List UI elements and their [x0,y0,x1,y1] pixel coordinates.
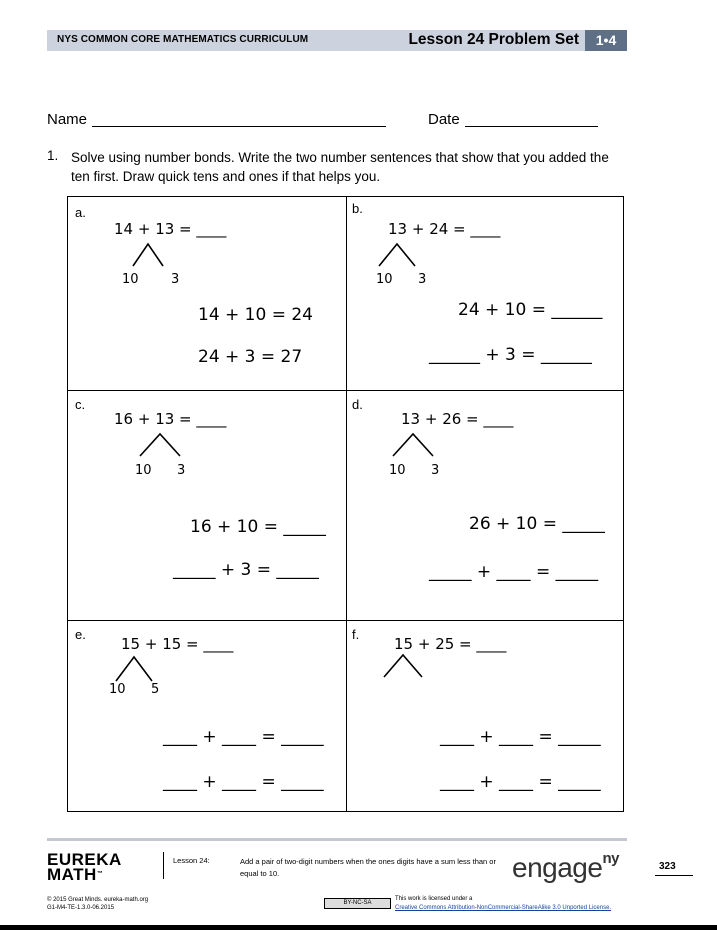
page-number-underline [655,875,693,876]
logo-line-1: EUREKA [47,850,122,869]
problem-c-sentence-1: 16 + 10 = _____ [190,517,326,537]
page-title: Lesson 24 Problem Set [408,31,579,48]
date-field[interactable] [465,126,598,127]
copyright-line-2: G1-M4-TE-1.3.0-06.2015 [47,905,115,911]
problem-d-sentence-2: _____ + ____ = _____ [429,562,599,582]
problem-e-number-bond [116,657,152,681]
grid-divider-vertical [346,196,347,812]
question-text: Solve using number bonds. Write the two number sentences that show that you added the ten first. Draw quick tens and ones if that helps you. [71,150,609,184]
footer-lesson-label: Lesson 24: [173,856,210,865]
problem-d-sentence-1: 26 + 10 = _____ [469,514,605,534]
problem-c-bond-part-ones: 3 [177,463,186,478]
copyright-line-1: © 2015 Great Minds. eureka-math.org [47,897,149,903]
grid-divider-row-2 [67,620,624,621]
problem-b-sentence-1: 24 + 10 = ______ [458,300,603,320]
engageny-logo [512,849,619,884]
footer-rule [47,838,627,841]
problem-e-label: e. [75,627,86,642]
problem-a-bond-part-ones: 3 [171,272,180,287]
problem-e-equation: 15 + 15 = ____ [121,635,234,653]
license-text: This work is licensed under a [395,896,473,902]
ny-text: ny [602,849,619,867]
problem-d-bond-part-ones: 3 [431,463,440,478]
engage-text: engage [512,852,603,883]
name-label: Name [47,111,88,128]
problem-d-number-bond [393,432,433,456]
footer-lesson-description: Add a pair of two-digit numbers when the ones digits have a sum less than or equal to 10. [240,857,496,878]
problem-c-number-bond [140,432,180,456]
problem-a-sentence-2: 24 + 3 = 27 [198,347,303,367]
problem-b-bond-part-ten: 10 [376,272,393,287]
problem-c-label: c. [75,397,86,412]
name-field[interactable] [92,126,386,127]
problem-b-equation: 13 + 24 = ____ [388,220,501,238]
page-bottom-edge [0,925,717,930]
footer-divider [163,852,164,879]
problem-f-sentence-2: ____ + ____ = _____ [440,772,601,792]
logo-line-2: MATH [47,865,97,884]
problem-a-number-bond [133,242,163,266]
license-link[interactable]: Creative Commons Attribution-NonCommercial-ShareAlike 3.0 Unported License. [395,905,612,911]
problem-f-sentence-1: ____ + ____ = _____ [440,727,601,747]
problem-c-sentence-2: _____ + 3 = _____ [173,560,319,580]
problem-d-bond-part-ten: 10 [389,463,406,478]
problem-b-bond-part-ones: 3 [418,272,427,287]
problem-a-equation: 14 + 13 = ____ [114,220,227,238]
problem-e-bond-part-ones: 5 [151,682,160,697]
eureka-math-logo [47,852,122,882]
problem-a-bond-part-ten: 10 [122,272,139,287]
problem-b-label: b. [352,201,363,216]
curriculum-label: NYS COMMON CORE MATHEMATICS CURRICULUM [57,34,309,45]
problem-a-label: a. [75,205,86,220]
problem-c-bond-part-ten: 10 [135,463,152,478]
problem-f-label: f. [352,627,360,642]
page-number: 323 [659,861,676,872]
date-label: Date [428,111,460,128]
problem-d-label: d. [352,397,363,412]
problem-f-equation: 15 + 25 = ____ [394,635,507,653]
problem-b-sentence-2: ______ + 3 = ______ [429,345,592,365]
copyright-text [47,896,148,912]
problem-e-sentence-2: ____ + ____ = _____ [163,772,324,792]
problem-d-equation: 13 + 26 = ____ [401,410,514,428]
logo-trademark: ™ [96,871,104,877]
problem-b-number-bond [379,242,415,266]
cc-license-badge: BY-NC-SA [324,898,391,909]
problem-e-sentence-1: ____ + ____ = _____ [163,727,324,747]
grid-divider-row-1 [67,390,624,391]
question-number: 1. [47,148,59,163]
module-badge: 1•4 [585,30,627,51]
problem-f-number-bond [384,653,422,677]
problem-c-equation: 16 + 13 = ____ [114,410,227,428]
problem-a-sentence-1: 14 + 10 = 24 [198,305,313,325]
header-bar [47,30,627,51]
problem-e-bond-part-ten: 10 [109,682,126,697]
